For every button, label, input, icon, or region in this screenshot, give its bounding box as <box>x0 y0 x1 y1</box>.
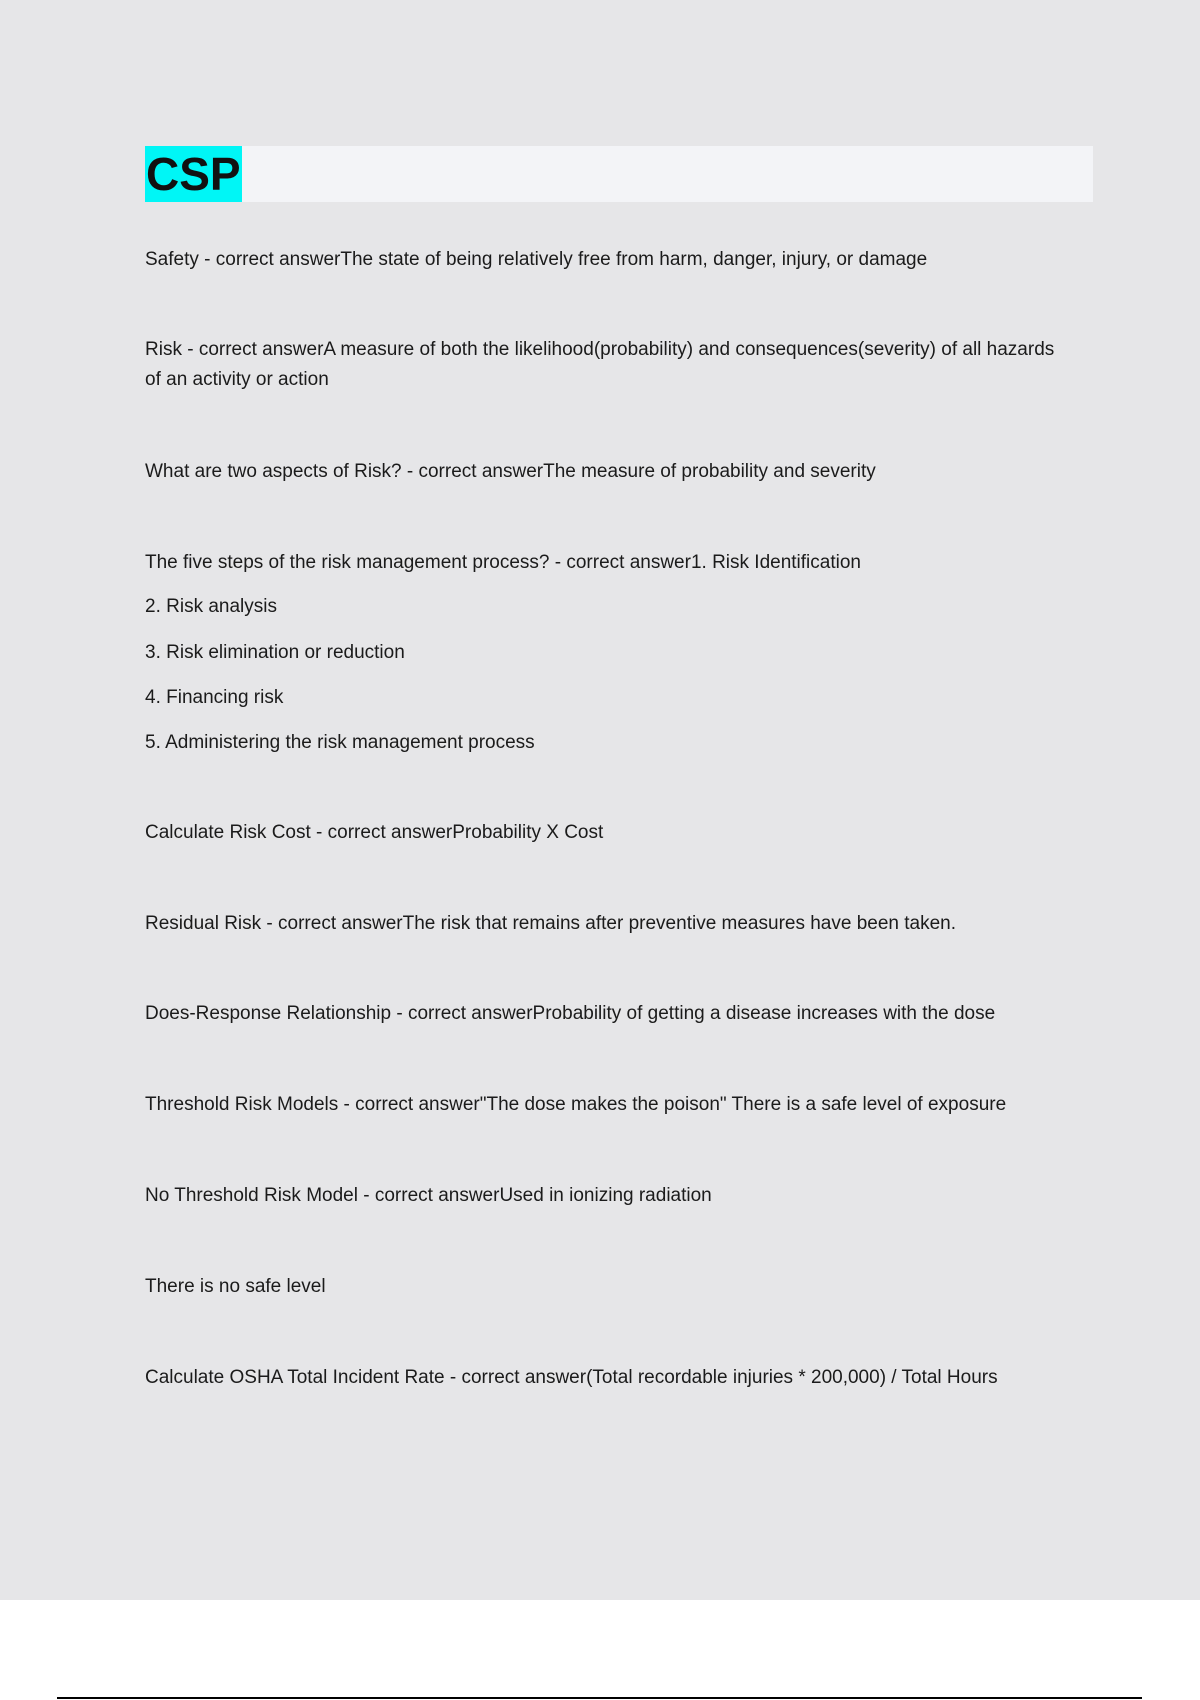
entry-step-4: 4. Financing risk <box>145 687 284 708</box>
document-title: CSP <box>146 148 241 200</box>
entry-step-3: 3. Risk elimination or reduction <box>145 642 405 663</box>
entry-dose-response: Does-Response Relationship - correct answerProbability of getting a disease increases with the dose <box>145 1003 996 1024</box>
entry-step-2: 2. Risk analysis <box>145 596 277 617</box>
footer-divider <box>57 1697 1142 1699</box>
entry-osha-incident-rate: Calculate OSHA Total Incident Rate - correct answer(Total recordable injuries * 200,000) / Total Hours <box>145 1367 998 1388</box>
entry-step-5: 5. Administering the risk management process <box>145 732 535 753</box>
entry-no-safe-level: There is no safe level <box>145 1276 326 1297</box>
entry-residual-risk: Residual Risk - correct answerThe risk that remains after preventive measures have been taken. <box>145 913 957 934</box>
entry-safety: Safety - correct answerThe state of being relatively free from harm, danger, injury, or damage <box>145 249 928 270</box>
entry-risk-cost: Calculate Risk Cost - correct answerProbability X Cost <box>145 822 604 843</box>
entry-risk: Risk - correct answerA measure of both the likelihood(probability) and consequences(severity) of all hazards of an activity or action <box>145 339 1055 390</box>
entry-no-threshold-model: No Threshold Risk Model - correct answerUsed in ionizing radiation <box>145 1185 712 1206</box>
title-bar <box>145 146 1093 202</box>
entry-threshold-models: Threshold Risk Models - correct answer"The dose makes the poison" There is a safe level of exposure <box>145 1094 1007 1115</box>
entry-risk-aspects: What are two aspects of Risk? - correct answerThe measure of probability and severity <box>145 461 876 482</box>
entry-risk-steps: The five steps of the risk management process? - correct answer1. Risk Identification <box>145 552 861 573</box>
